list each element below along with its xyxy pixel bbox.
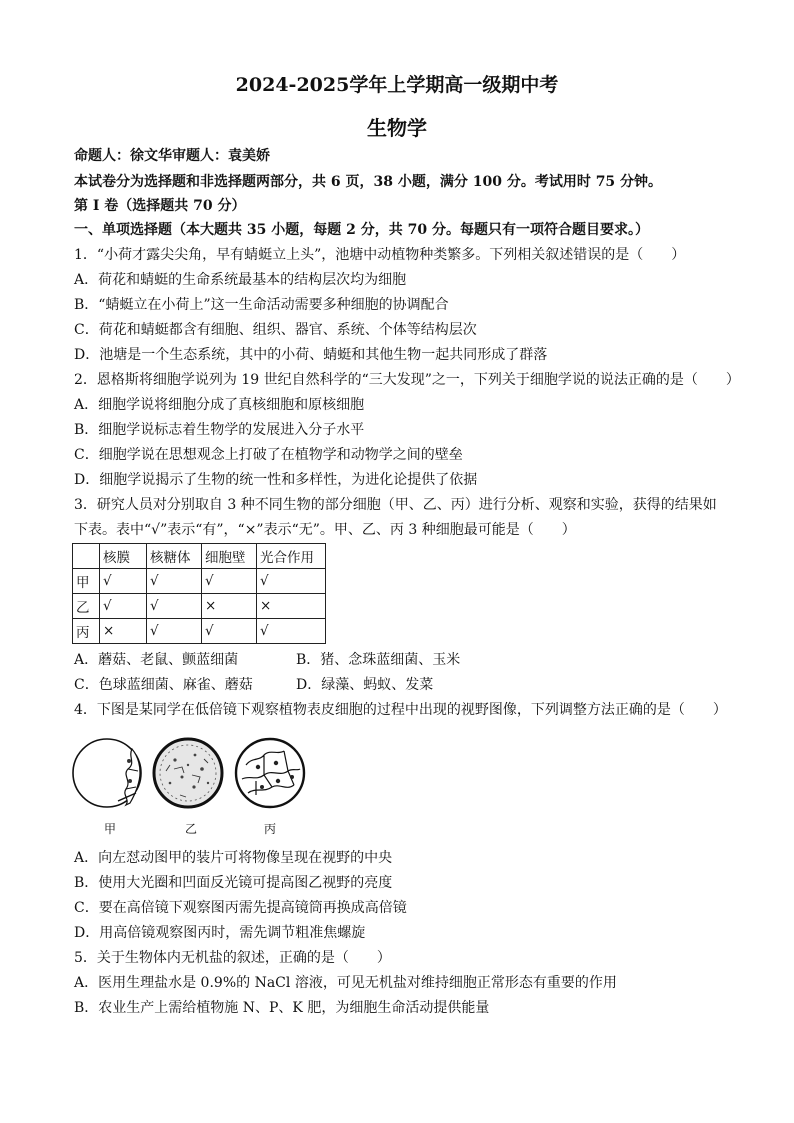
table-row [73,619,326,644]
table-header-cell: 核糖体 [147,544,202,569]
q1-option-b: B．“蜻蜓立在小荷上”这一生命活动需要多种细胞的协调配合 [74,297,449,313]
view-yi [154,739,222,807]
q4-stem: 4．下图是某同学在低倍镜下观察植物表皮细胞的过程中出现的视野图像，下列调整方法正确的是（ ） [74,702,727,718]
table-cell: √ [202,569,257,594]
subject-title: 生物学 [367,116,427,140]
instructions-line: 本试卷分为选择题和非选择题两部分，共 6 页，38 小题，满分 100 分。考试用时 75 分钟。 [74,174,663,190]
authors-line: 命题人：徐文华审题人：袁美娇 [74,148,270,164]
q4-option-d: D．用高倍镜观察图丙时，需先调节粗准焦螺旋 [74,925,366,941]
q3-option-d: D．绿藻、蚂蚁、发菜 [296,677,434,693]
q2-stem: 2．恩格斯将细胞学说列为 19 世纪自然科学的“三大发现”之一，下列关于细胞学说的说法正确的是（ ） [74,372,740,388]
q4-option-c: C．要在高倍镜下观察图丙需先提高镜筒再换成高倍镜 [74,900,407,916]
q4-option-a: A．向左怼动图甲的装片可将物像呈现在视野的中央 [74,850,393,866]
table-header-cell: 细胞壁 [202,544,257,569]
table-cell: × [202,594,257,619]
q1-option-c: C．荷花和蜻蜓都含有细胞、组织、器官、系统、个体等结构层次 [74,322,477,338]
table-cell: √ [147,619,202,644]
q5-stem: 5．关于生物体内无机盐的叙述，正确的是（ ） [74,950,391,966]
q2-option-a: A．细胞学说将细胞分成了真核细胞和原核细胞 [74,397,365,413]
q1-stem: 1．“小荷才露尖尖角，早有蜻蜓立上头”，池塘中动植物种类繁多。下列相关叙述错误的是（ ） [74,247,686,263]
section-heading: 一、单项选择题（本大题共 35 小题，每题 2 分，共 70 分。每题只有一项符合题目要求。） [74,222,649,238]
table-cell: × [257,594,326,619]
q2-option-b: B．细胞学说标志着生物学的发展进入分子水平 [74,422,365,438]
table-cell: √ [202,619,257,644]
view-jia [73,739,141,807]
q4-option-b: B．使用大光圈和凹面反光镜可提高图乙视野的亮度 [74,875,393,891]
q1-option-a: A．荷花和蜻蜓的生命系统最基本的结构层次均为细胞 [74,272,407,288]
q3-option-c: C．色球蓝细菌、麻雀、蘑菇 [74,677,253,693]
table-cell: √ [147,594,202,619]
table-row-label: 丙 [73,619,100,644]
q2-option-c: C．细胞学说在思想观念上打破了在植物学和动物学之间的壁垒 [74,447,463,463]
q2-option-d: D．细胞学说揭示了生物的统一性和多样性，为进化论提供了依据 [74,472,478,488]
table-header-cell: 核膜 [100,544,147,569]
table-cell: √ [257,619,326,644]
exam-title: 2024-2025学年上学期高一级期中考 [235,74,559,96]
figure-label-bing: 丙 [264,822,277,836]
table-header-cell: 光合作用 [257,544,326,569]
table-cell [73,544,100,569]
q1-option-d: D．池塘是一个生态系统，其中的小荷、蜻蜓和其他生物一起共同形成了群落 [74,347,548,363]
table-cell: √ [257,569,326,594]
part-heading: 第 I 卷（选择题共 70 分） [74,198,246,214]
q3-option-b: B．猪、念珠蓝细菌、玉米 [296,652,461,668]
table-row-label: 甲 [73,569,100,594]
q3-option-a: A．蘑菇、老鼠、颤蓝细菌 [74,652,239,668]
figure-label-yi: 乙 [185,822,198,836]
q5-option-b: B．农业生产上需给植物施 N、P、K 肥，为细胞生命活动提供能量 [74,1000,490,1016]
q3-stem-line2: 下表。表中“√”表示“有”，“×”表示“无”。甲、乙、丙 3 种细胞最可能是（ ） [74,522,576,538]
table-cell: √ [100,594,147,619]
table-cell: × [100,619,147,644]
table-header-row [73,544,326,569]
q3-table [72,543,326,644]
table-row-label: 乙 [73,594,100,619]
table-row [73,594,326,619]
view-bing [236,739,304,807]
q3-stem-line1: 3．研究人员对分别取自 3 种不同生物的部分细胞（甲、乙、丙）进行分析、观察和实验，获得的结果如 [74,497,717,513]
table-cell: √ [100,569,147,594]
table-row [73,569,326,594]
q5-option-a: A．医用生理盐水是 0.9%的 NaCl 溶液，可见无机盐对维持细胞正常形态有重要的作用 [74,975,617,991]
table-cell: √ [147,569,202,594]
figure-label-jia: 甲 [104,822,117,836]
